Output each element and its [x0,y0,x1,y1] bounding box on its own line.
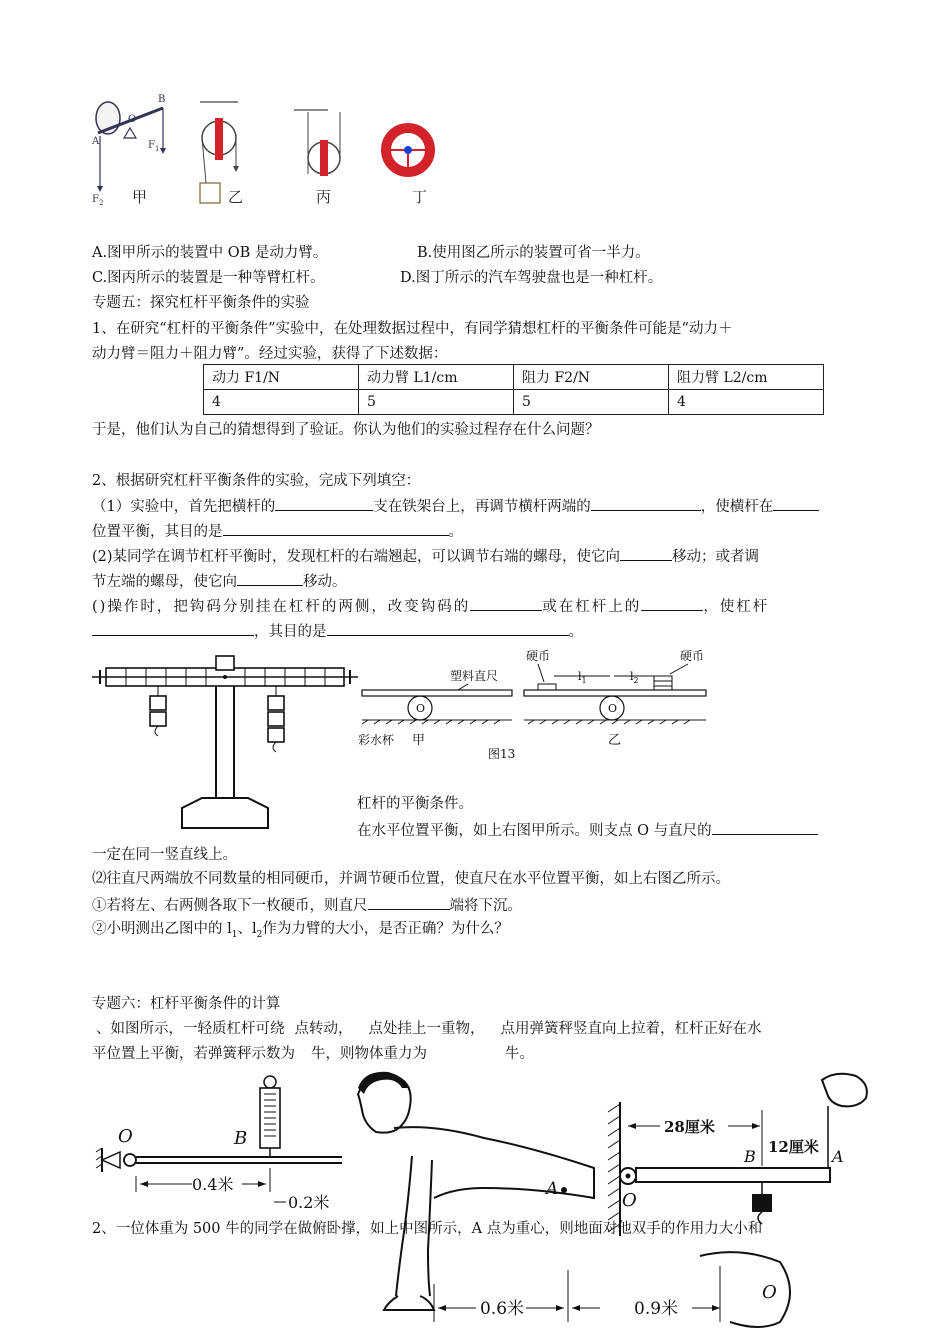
distance-0-2m: 0.2米 [288,1193,330,1212]
q3-line6: ②小明测出乙图中的 $l_1$、$l_2$作为力臂的大小，是否正确？为什么？ [92,921,509,940]
option-b-line [417,244,650,262]
figure-lever-examples [88,88,448,216]
caption-jia: 甲 [412,733,426,748]
table-cell: 5 [514,390,669,415]
topic5-q2-line2: （1）实验中，首先把横杆的 支在铁架台上，再调节横杆两端的 ，使横杆在 [92,496,819,516]
answer-blank [223,521,449,536]
answer-blank [470,596,542,611]
topic6-q1-line2: 平位置上平衡，若弹簧秤示数为 牛，则物体重力为 牛。 [92,1046,534,1062]
label-B: B [744,1147,756,1166]
q3-line1: 杠杆的平衡条件。 [357,796,473,812]
label-O: O [118,1126,133,1147]
option-b: B.使用图乙所示的装置可省一半力。 [417,245,650,261]
topic5-q2-line4: (2)某同学在调节杠杆平衡时，发现杠杆的右端翘起，可以调节右端的螺母，使它向 移动；或者调 [92,546,759,566]
answer-blank [712,820,818,835]
label-F1: $F_1$ [148,140,160,153]
answer-blank [773,496,819,511]
answer-blank [237,571,303,586]
answer-blank [641,596,703,611]
ruler-label: 塑料直尺 [450,669,499,683]
table-cell: 4 [204,390,359,415]
q3-line4: ⑵往直尺两端放不同数量的相同硬币，并调节硬币位置，使直尺在水平位置平衡，如上右图乙所示。 [92,871,730,887]
coin-right-label: 硬币 [680,649,705,663]
answer-blank [275,496,373,511]
topic5-q2-line5: 节左端的螺母，使它向 移动。 [92,571,347,591]
table-header-cell: 阻力 F2/N [514,365,669,390]
answer-blank [591,496,701,511]
topic5-q2-line3: 位置平衡，其目的是 。 [92,521,463,541]
table-header-cell: 动力 F1/N [204,365,359,390]
q3-line3: 一定在同一竖直线上。 [92,847,237,863]
option-a: A.图甲所示的装置中 OB 是动力臂。 [92,245,328,261]
label-l2: $l_2$ [630,670,639,685]
label-O: O [128,114,137,125]
topic6-q1-line1: 、如图所示，一轻质杠杆可绕 点转动， 点处挂上一重物， 点用弹簧秤竖直向上拉着，杠杆正好在水 [96,1021,762,1037]
label-O: O [762,1282,777,1303]
topic5-q2-line1: 2、根据研究杠杆平衡条件的实验，完成下列填空： [92,473,421,489]
label-A: A [832,1147,844,1166]
topic5-q1-line2: 动力臂＝阻力＋阻力臂”。经过实验，获得了下述数据： [92,346,448,362]
caption-ding: 丁 [412,188,428,206]
answer-blank [327,621,569,636]
table-row [204,390,824,415]
label-O: O [416,702,426,715]
label-A: A [92,136,100,147]
option-c: C.图丙所示的装置是一种等臂杠杆。 [92,270,325,286]
answer-blank [92,621,254,636]
option-a-line [92,244,327,262]
table-header-row [204,365,824,390]
label-F2: $F_2$ [92,194,104,207]
figure-pushup [342,1064,600,1336]
caption-yi: 乙 [228,188,244,206]
data-table [203,364,824,415]
caption-yi: 乙 [608,733,622,748]
figure-13 [358,646,710,764]
topic6-title: 专题六：杠杆平衡条件的计算 [92,996,281,1012]
option-c-line [92,269,325,287]
table-header-cell: 阻力臂 L2/cm [669,365,824,390]
table-header-cell: 动力臂 L1/cm [359,365,514,390]
label-B: B [158,94,166,105]
table-cell: 4 [669,390,824,415]
label-A: A [546,1179,559,1199]
topic5-q1-line3: 于是，他们认为自己的猜想得到了验证。你认为他们的实验过程存在什么问题？ [92,422,600,438]
q3-line5: ①若将左、右两侧各取下一枚硬币，则直尺 端将下沉。 [92,895,522,915]
topic6-q2-line1: 2、一位体重为 500 牛的同学在做俯卧撑，如上中图所示，A 点为重心，则地面对他双手的作用力大小和 [92,1221,763,1237]
answer-blank [368,895,450,910]
label-O: O [608,702,618,715]
distance-0-6m: 0.6米 [480,1299,525,1319]
coin-left-label: 硬币 [526,649,551,663]
figure-wall-lever [600,1066,884,1336]
topic5-q2-line7: ，其目的是 。 [92,621,583,641]
caption-bing: 丙 [316,188,332,206]
distance-0-9m: 0.9米 [634,1299,679,1319]
figure-lever-spring [92,1068,342,1218]
label-l1: $l_1$ [578,670,587,685]
distance-0-4m: 0.4米 [192,1175,234,1194]
table-cell: 5 [359,390,514,415]
figure-caption: 图13 [488,747,516,761]
label-B: B [234,1128,248,1149]
option-d: D.图丁所示的汽车驾驶盘也是一种杠杆。 [400,270,663,286]
cup-label: 彩水杯 [358,733,395,747]
distance-28cm: 28厘米 [664,1118,715,1136]
answer-blank [620,546,672,561]
caption-jia: 甲 [132,188,148,206]
topic5-q1-line1: 1、在研究“杠杆的平衡条件”实验中，在处理数据过程中，有同学猜想杠杆的平衡条件可能是“动力＋ [92,321,733,337]
figure-lever-stand [92,648,358,836]
label-O: O [622,1190,637,1211]
topic5-q2-line6: ()操作时，把钩码分别挂在杠杆的两侧，改变钩码的 或在杠杆上的 ，使杠杆 [92,596,769,616]
q3-line2: 在水平位置平衡，如上右图甲所示。则支点 O 与直尺的 [357,820,818,840]
option-d-line [400,269,662,287]
distance-12cm: 12厘米 [768,1138,819,1156]
topic5-title: 专题五：探究杠杆平衡条件的实验 [92,295,310,311]
